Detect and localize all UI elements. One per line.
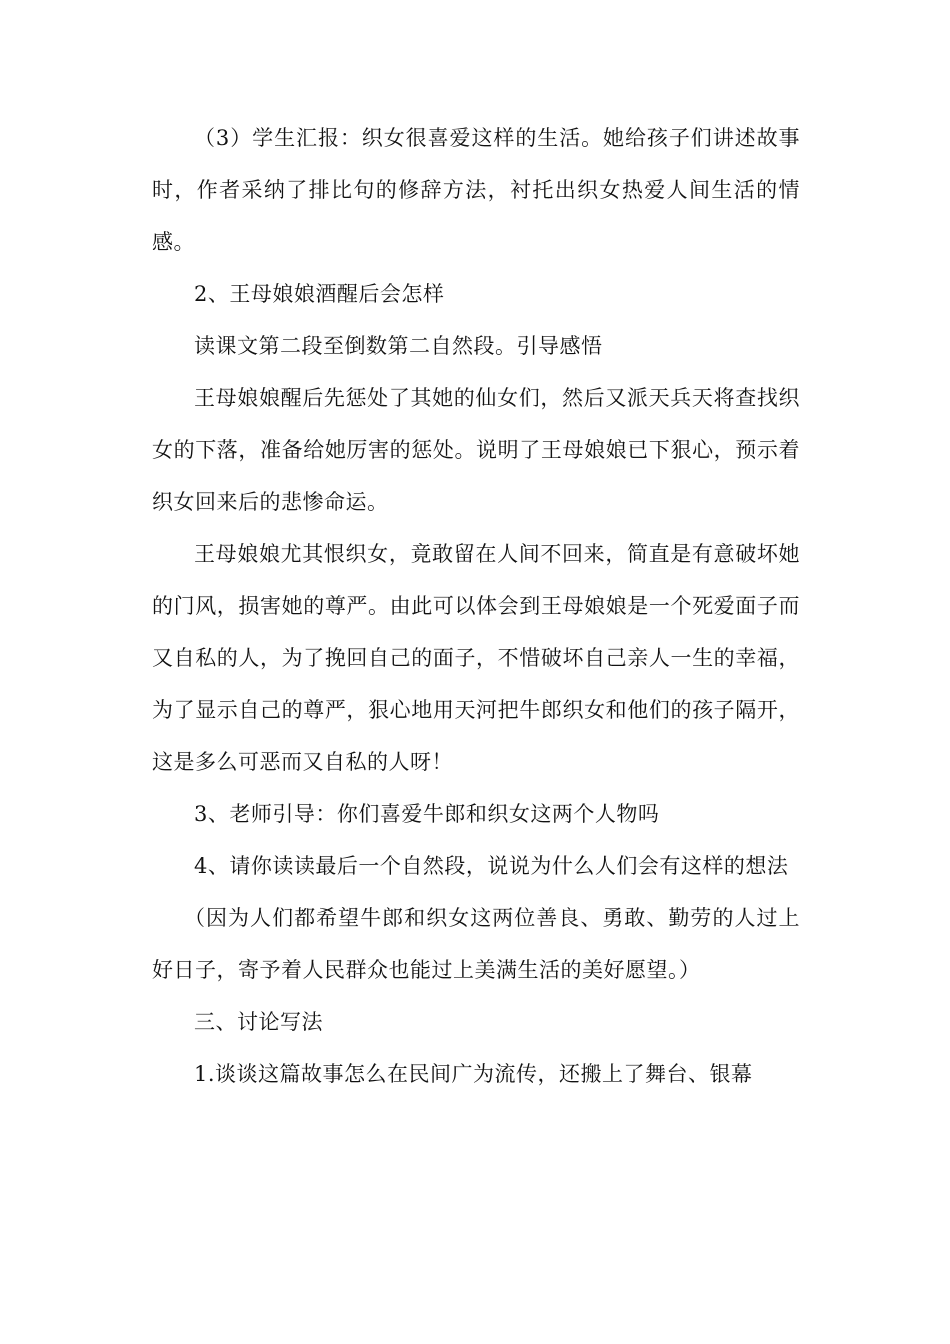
paragraph-answer-hope: （因为人们都希望牛郎和织女这两位善良、勇敢、勤劳的人过上好日子，寄予着人民群众也能过上美满生活的美好愿望。）	[152, 906, 800, 982]
paragraph-queen-mother-analysis: 王母娘娘尤其恨织女，竟敢留在人间不回来，简直是有意破坏她的门风，损害她的尊严。由此可以体会到王母娘娘是一个死爱面子而又自私的人，为了挽回自己的面子，不惜破坏自己亲人一生的幸福，为了显示自己的尊严，狠心地用天河把牛郎织女和他们的孩子隔开，这是多么可恶而又自私的人呀！	[152, 542, 800, 774]
heading-question-2: 2、王母娘娘酒醒后会怎样	[194, 282, 445, 306]
document-body	[152, 112, 800, 1100]
heading-discuss-writing: 三、讨论写法	[194, 1010, 323, 1034]
paragraph-student-report: （3）学生汇报：织女很喜爱这样的生活。她给孩子们讲述故事时，作者采纳了排比句的修辞方法，衬托出织女热爱人间生活的情感。	[152, 126, 800, 254]
paragraph-discussion-1: 1.谈谈这篇故事怎么在民间广为流传，还搬上了舞台、银幕	[194, 1062, 753, 1086]
heading-question-3: 3、老师引导：你们喜爱牛郎和织女这两个人物吗	[194, 802, 660, 826]
paragraph-punishment: 王母娘娘醒后先惩处了其她的仙女们，然后又派天兵天将查找织女的下落，准备给她厉害的惩处。说明了王母娘娘已下狠心，预示着织女回来后的悲惨命运。	[152, 386, 800, 514]
paragraph-reading-guide: 读课文第二段至倒数第二自然段。引导感悟	[194, 334, 603, 358]
heading-question-4: 4、请你读读最后一个自然段，说说为什么人们会有这样的想法	[194, 854, 789, 878]
